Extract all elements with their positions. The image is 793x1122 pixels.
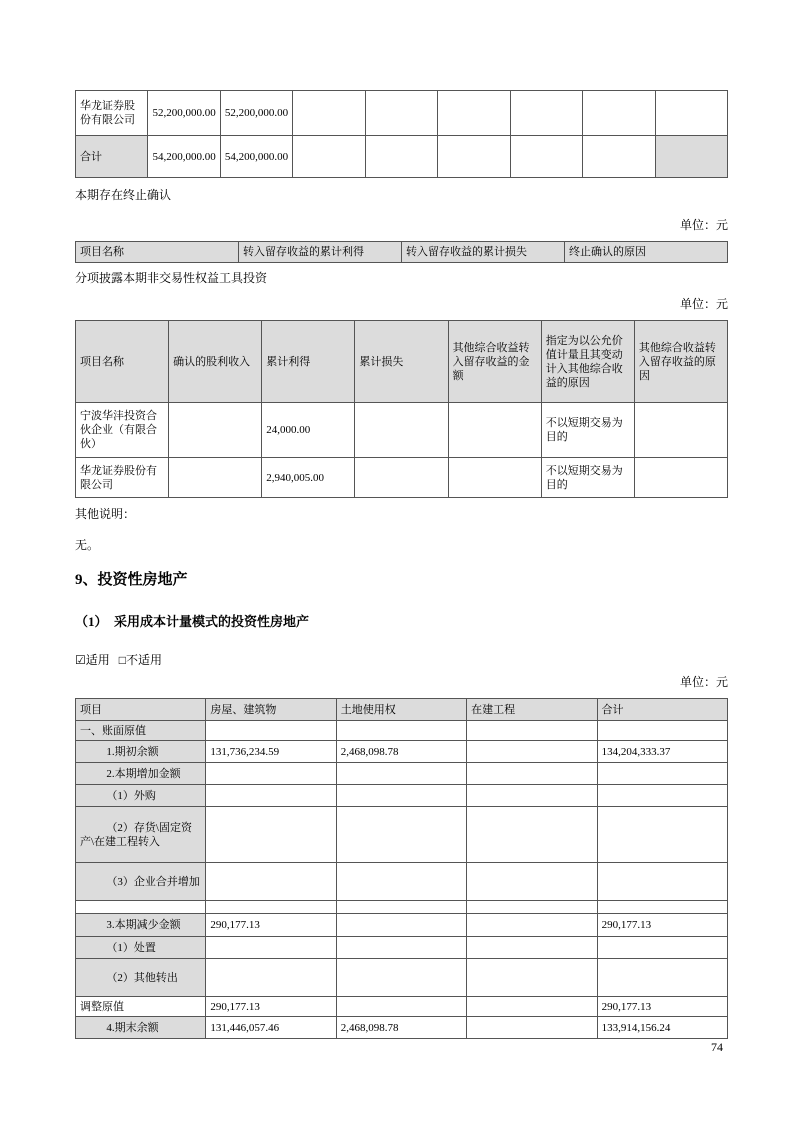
header-cell: 在建工程 [467, 699, 597, 721]
header-cell: 转入留存收益的累计利得 [239, 242, 402, 263]
cell-value [336, 863, 466, 901]
cell-value: 2,468,098.78 [336, 741, 466, 763]
cell-value [597, 807, 727, 863]
cell-empty [583, 136, 655, 178]
header-cell: 其他综合收益转入留存收益的原因 [634, 321, 727, 403]
cell-empty [655, 136, 728, 178]
cell-value [336, 914, 466, 937]
cell-empty [583, 91, 655, 136]
carryover-table [75, 90, 728, 178]
cell-oci-reason [634, 403, 727, 458]
cell-value [206, 863, 336, 901]
cell-value [467, 721, 597, 741]
cell-value [467, 901, 597, 914]
cell-value [597, 863, 727, 901]
cell-amount: 54,200,000.00 [148, 136, 220, 178]
page-content [75, 0, 728, 1039]
table-header-row [76, 321, 728, 403]
cell-value [206, 721, 336, 741]
cell-value [336, 785, 466, 807]
cell-item-label: （1）处置 [76, 937, 206, 959]
table-row [76, 997, 728, 1017]
table-row [76, 785, 728, 807]
header-cell: 累计损失 [355, 321, 448, 403]
cell-gain: 2,940,005.00 [262, 458, 355, 498]
table-row [76, 1017, 728, 1039]
cell-item-label: 调整原值 [76, 997, 206, 1017]
cell-item-label: （1）外购 [76, 785, 206, 807]
cell-value [206, 901, 336, 914]
cell-value [336, 807, 466, 863]
table-row [76, 403, 728, 458]
unit-label: 单位：元 [679, 297, 728, 311]
cell-empty [365, 91, 437, 136]
cell-value: 2,468,098.78 [336, 1017, 466, 1039]
cell-empty [510, 91, 582, 136]
cell-dividend [169, 403, 262, 458]
cell-value [597, 721, 727, 741]
unit-label: 单位：元 [679, 675, 728, 689]
header-cell: 其他综合收益转入留存收益的金额 [448, 321, 541, 403]
page-number: 74 [711, 1040, 723, 1054]
cell-value [467, 1017, 597, 1039]
table-row [76, 937, 728, 959]
header-cell: 项目 [76, 699, 206, 721]
cell-item-label: 2.本期增加金额 [76, 763, 206, 785]
cell-item-label [76, 901, 206, 914]
cell-value [597, 901, 727, 914]
table-row [76, 763, 728, 785]
cell-item-label: （2）存货\固定资产\在建工程转入 [76, 807, 206, 863]
cell-total-label: 合计 [76, 136, 148, 178]
cell-value: 290,177.13 [597, 914, 727, 937]
header-cell: 累计利得 [262, 321, 355, 403]
cell-value [336, 997, 466, 1017]
cell-item-label: 1.期初余额 [76, 741, 206, 763]
cell-value [206, 937, 336, 959]
cell-empty [293, 136, 365, 178]
table-row [76, 863, 728, 901]
cell-value [206, 959, 336, 997]
cell-value [467, 914, 597, 937]
header-cell: 转入留存收益的累计损失 [402, 242, 565, 263]
cell-value [336, 721, 466, 741]
cell-value [336, 937, 466, 959]
cell-dividend [169, 458, 262, 498]
other-note-value: 无。 [75, 538, 100, 552]
cell-value: 290,177.13 [206, 997, 336, 1017]
header-cell: 土地使用权 [336, 699, 466, 721]
cell-value: 133,914,156.24 [597, 1017, 727, 1039]
table-header-row [76, 242, 728, 263]
table-header-row [76, 699, 728, 721]
table-row [76, 959, 728, 997]
cell-value [467, 997, 597, 1017]
other-note-label: 其他说明： [75, 507, 136, 521]
cell-loss [355, 403, 448, 458]
cell-gain: 24,000.00 [262, 403, 355, 458]
checkbox-not-applicable: □不适用 [118, 653, 163, 667]
table-row [76, 458, 728, 498]
checkbox-applicable: ☑适用 [75, 653, 110, 667]
table-row [76, 741, 728, 763]
cell-value [467, 959, 597, 997]
table-row [76, 91, 728, 136]
cell-value: 290,177.13 [206, 914, 336, 937]
cell-value: 131,736,234.59 [206, 741, 336, 763]
derecognition-note: 本期存在终止确认 [75, 188, 172, 202]
cell-value [467, 741, 597, 763]
cell-value [467, 863, 597, 901]
cell-empty [655, 91, 728, 136]
table-row-total [76, 136, 728, 178]
cell-value [597, 763, 727, 785]
cell-value [597, 937, 727, 959]
table-row-empty [76, 901, 728, 914]
cell-value [467, 807, 597, 863]
investment-property-table [75, 698, 728, 1039]
cell-empty [365, 136, 437, 178]
cell-item-label: 3.本期减少金额 [76, 914, 206, 937]
cell-company-name: 华龙证券股份有限公司 [76, 458, 169, 498]
non-trading-equity-table [75, 320, 728, 498]
header-cell: 终止确认的原因 [565, 242, 728, 263]
cell-value [206, 763, 336, 785]
table-row [76, 721, 728, 741]
cell-value [597, 785, 727, 807]
cell-value [336, 901, 466, 914]
cell-value [467, 937, 597, 959]
cell-company-name: 华龙证券股份有限公司 [76, 91, 148, 136]
cell-value [206, 807, 336, 863]
cell-value [336, 763, 466, 785]
cell-item-label: （3）企业合并增加 [76, 863, 206, 901]
split-disclosure-note: 分项披露本期非交易性权益工具投资 [75, 271, 268, 285]
cell-item-label: 一、账面原值 [76, 721, 206, 741]
cell-item-label: （2）其他转出 [76, 959, 206, 997]
cell-oci-reason [634, 458, 727, 498]
cell-loss [355, 458, 448, 498]
table-row [76, 807, 728, 863]
cell-item-label: 4.期末余额 [76, 1017, 206, 1039]
cell-oci-amount [448, 458, 541, 498]
section-heading: 9、投资性房地产 [75, 572, 188, 588]
section-subheading: （1） 采用成本计量模式的投资性房地产 [75, 614, 310, 629]
applicability-line [75, 652, 728, 668]
cell-value: 134,204,333.37 [597, 741, 727, 763]
cell-designation-reason: 不以短期交易为目的 [541, 403, 634, 458]
cell-amount: 52,200,000.00 [220, 91, 292, 136]
cell-empty [438, 91, 510, 136]
table-row [76, 914, 728, 937]
cell-company-name: 宁波华沣投资合伙企业（有限合伙） [76, 403, 169, 458]
cell-value [597, 959, 727, 997]
cell-value: 290,177.13 [597, 997, 727, 1017]
cell-value [467, 785, 597, 807]
cell-value: 131,446,057.46 [206, 1017, 336, 1039]
header-cell: 房屋、建筑物 [206, 699, 336, 721]
cell-amount: 52,200,000.00 [148, 91, 220, 136]
header-cell: 指定为以公允价值计量且其变动计入其他综合收益的原因 [541, 321, 634, 403]
derecognition-table [75, 241, 728, 263]
cell-oci-amount [448, 403, 541, 458]
header-cell: 项目名称 [76, 242, 239, 263]
cell-value [467, 763, 597, 785]
cell-amount: 54,200,000.00 [220, 136, 292, 178]
cell-empty [293, 91, 365, 136]
header-cell: 确认的股利收入 [169, 321, 262, 403]
unit-label: 单位：元 [679, 218, 728, 232]
header-cell: 项目名称 [76, 321, 169, 403]
header-cell: 合计 [597, 699, 727, 721]
cell-value [336, 959, 466, 997]
cell-designation-reason: 不以短期交易为目的 [541, 458, 634, 498]
cell-empty [510, 136, 582, 178]
cell-value [206, 785, 336, 807]
cell-empty [438, 136, 510, 178]
